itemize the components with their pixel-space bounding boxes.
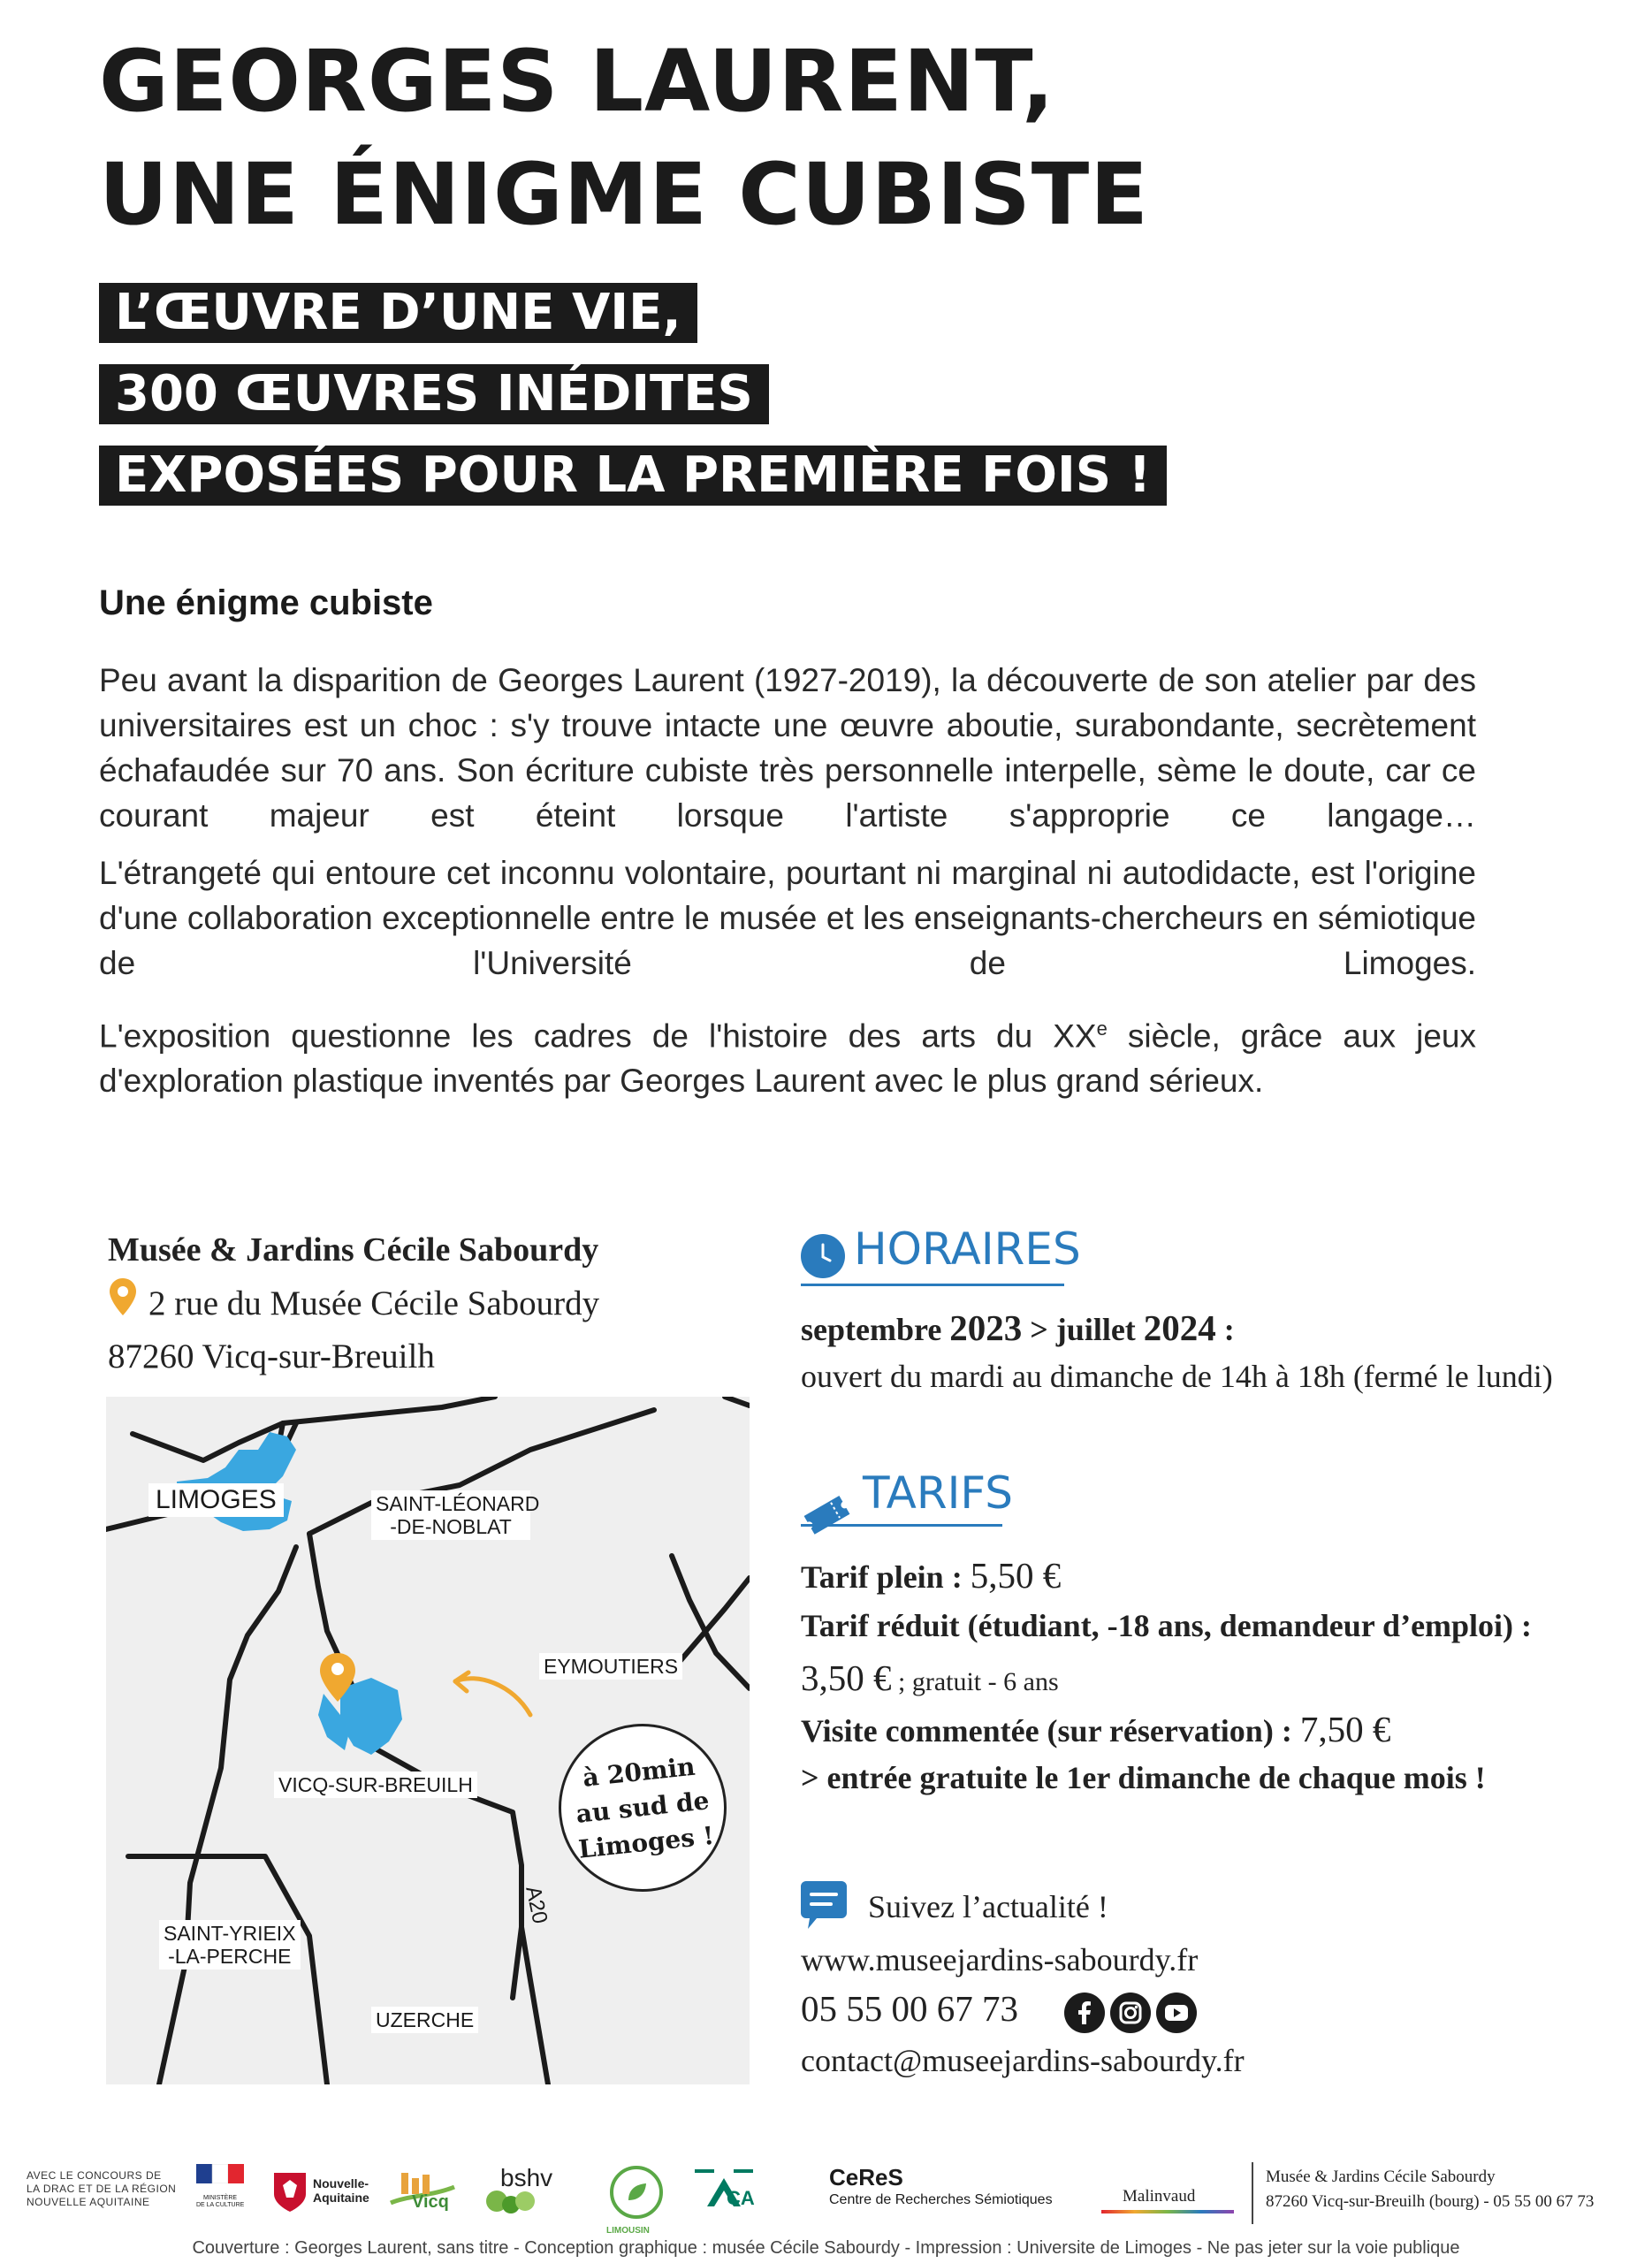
map-label-eymoutiers: EYMOUTIERS: [539, 1653, 682, 1680]
intro-p3-after: siècle, grâce aux jeux d'exploration plastique inventés par Georges Laurent avec le plus grand sérieux.: [99, 1017, 1476, 1100]
horaires-rule: [801, 1284, 1064, 1286]
intro-p3-sup: e: [1096, 1017, 1108, 1040]
period-suffix: :: [1215, 1312, 1235, 1347]
email-link[interactable]: contact@museejardins-sabourdy.fr: [801, 2043, 1245, 2078]
title-line-1: GEORGES LAURENT,: [99, 32, 1055, 131]
footer-museum-addr: 87260 Vicq-sur-Breuilh (bourg) - 05 55 00 67 73: [1266, 2192, 1595, 2211]
subtitle-band-1: L’ŒUVRE D’UNE VIE,: [99, 283, 697, 343]
period-year-2: 2024: [1143, 1307, 1216, 1348]
leaf-icon: [625, 2181, 648, 2204]
intro-paragraph-1: Peu avant la disparition de Georges Laurent (1927-2019), la découverte de son atelier par des universitaires est un choc : s'y trouve intacte une œuvre aboutie, surabondante, secrètement échafaudée sur 70 ans. Son écriture cubiste très personnelle interpelle, sème le doute, car ce courant majeur est éteint lorsque l'artiste s'approprie ce langage…: [99, 662, 1476, 834]
footer-museum-name: Musée & Jardins Cécile Sabourdy: [1266, 2168, 1496, 2186]
horaires-title: HORAIRES: [854, 1223, 1081, 1275]
period-year-1: 2023: [949, 1307, 1023, 1348]
youtube-icon[interactable]: [1156, 1993, 1197, 2033]
ticket-icon: [801, 1492, 852, 1541]
tarifs-title: TARIFS: [863, 1467, 1013, 1519]
credit-agricole-text: CA: [727, 2187, 755, 2209]
malinvaud-logo: Malinvaud: [1123, 2187, 1196, 2206]
clock-icon: [801, 1234, 845, 1278]
museum-street: 2 rue du Musée Cécile Sabourdy: [148, 1284, 600, 1322]
intro-heading: Une énigme cubiste: [99, 583, 433, 622]
horaires-period: [801, 1307, 1235, 1349]
nouvelle-aquitaine-logo: [270, 2171, 309, 2218]
footer-credits: Couverture : Georges Laurent, sans titre - Conception graphique : musée Cécile Sabourdy - Impression : Universite de Limoges - Ne pas jeter sur la voie publique: [192, 2238, 1460, 2258]
map-label-limoges: LIMOGES: [148, 1483, 284, 1517]
limousin-text: LIMOUSIN: [606, 2226, 650, 2236]
map-label-a20: A20: [521, 1884, 552, 1926]
map-label-st-yrieix: SAINT-YRIEIX -LA-PERCHE: [159, 1920, 301, 1970]
horaires-open: ouvert du mardi au dimanche de 14h à 18h (fermé le lundi): [801, 1359, 1553, 1394]
ministere-logo: [196, 2164, 244, 2209]
page-title: [99, 25, 1149, 251]
tarif-reduit-label: [801, 1607, 1532, 1644]
museum-city: 87260 Vicq-sur-Breuilh: [108, 1337, 435, 1375]
bshv-text: bshv: [500, 2164, 553, 2191]
vicq-text: Vicq: [412, 2192, 449, 2212]
nouvelle-aquitaine-text: Nouvelle- Aquitaine: [313, 2176, 369, 2205]
tarif-plein: [801, 1554, 1061, 1596]
website-link[interactable]: www.museejardins-sabourdy.fr: [801, 1942, 1199, 1977]
limousin-logo: [610, 2166, 663, 2219]
malinvaud-stripe: [1101, 2210, 1234, 2213]
free-sunday-text: > entrée gratuite le 1er dimanche de chaque mois !: [801, 1760, 1486, 1795]
french-flag-icon: [196, 2164, 244, 2183]
museum-name: Musée & Jardins Cécile Sabourdy: [108, 1231, 599, 1269]
free-sunday: [801, 1759, 1486, 1796]
ministere-text: MINISTÈRE DE LA CULTURE: [196, 2195, 245, 2208]
chat-icon: [801, 1881, 847, 1935]
ceres-full: Centre de Recherches Sémiotiques: [829, 2192, 1053, 2207]
map-label-vicq: VICQ-SUR-BREUILH: [274, 1772, 477, 1798]
tarif-reduit-value: 3,50 €: [801, 1657, 892, 1698]
arrow-icon: [455, 1679, 530, 1715]
intro-p3-before: L'exposition questionne les cadres de l'histoire des arts du XX: [99, 1017, 1097, 1055]
map-label-st-leonard: SAINT-LÉONARD -DE-NOBLAT: [371, 1490, 530, 1540]
tarif-plein-value: 5,50 €: [970, 1555, 1062, 1596]
tarif-reduit-label-text: Tarif réduit (étudiant, -18 ans, demandeur d’emploi) :: [801, 1608, 1533, 1643]
intro-paragraph-3: [99, 1006, 1476, 1098]
ceres-name: CeReS: [829, 2164, 903, 2191]
tarifs-rule: [801, 1524, 1002, 1527]
instagram-icon[interactable]: [1110, 1993, 1151, 2033]
map-label-uzerche: UZERCHE: [371, 2007, 478, 2033]
tarif-plein-label: Tarif plein :: [801, 1559, 971, 1595]
location-pin-icon: [110, 1278, 136, 1320]
intro-paragraph-2: L'étrangeté qui entoure cet inconnu volontaire, pourtant ni marginal ni autodidacte, est l'origine d'une collaboration exceptionnelle entre le musée et les enseignants-chercheurs en sémiotique de l'Université de Limoges.: [99, 855, 1476, 981]
tarif-visite-value: 7,50 €: [1299, 1709, 1391, 1749]
follow-text: Suivez l’actualité !: [868, 1889, 1108, 1924]
period-mid: > juillet: [1022, 1312, 1144, 1347]
tarif-reduit: [801, 1657, 1059, 1699]
phone-number[interactable]: 05 55 00 67 73: [801, 1988, 1018, 2029]
distance-callout: à 20min au sud de Limoges !: [551, 1716, 735, 1901]
subtitle-band-3: EXPOSÉES POUR LA PREMIÈRE FOIS !: [99, 446, 1167, 506]
tarif-gratuit: ; gratuit - 6 ans: [891, 1667, 1059, 1696]
facebook-icon[interactable]: [1064, 1993, 1105, 2033]
title-line-2: UNE ÉNIGME CUBISTE: [99, 145, 1149, 244]
concours-text: AVEC LE CONCOURS DE LA DRAC ET DE LA RÉGION NOUVELLE AQUITAINE: [27, 2169, 177, 2208]
period-prefix: septembre: [801, 1312, 950, 1347]
tarif-visite-label: Visite commentée (sur réservation) :: [801, 1713, 1300, 1749]
footer-divider: [1252, 2162, 1253, 2224]
tarif-visite: [801, 1708, 1390, 1750]
subtitle-band-2: 300 ŒUVRES INÉDITES: [99, 364, 769, 424]
